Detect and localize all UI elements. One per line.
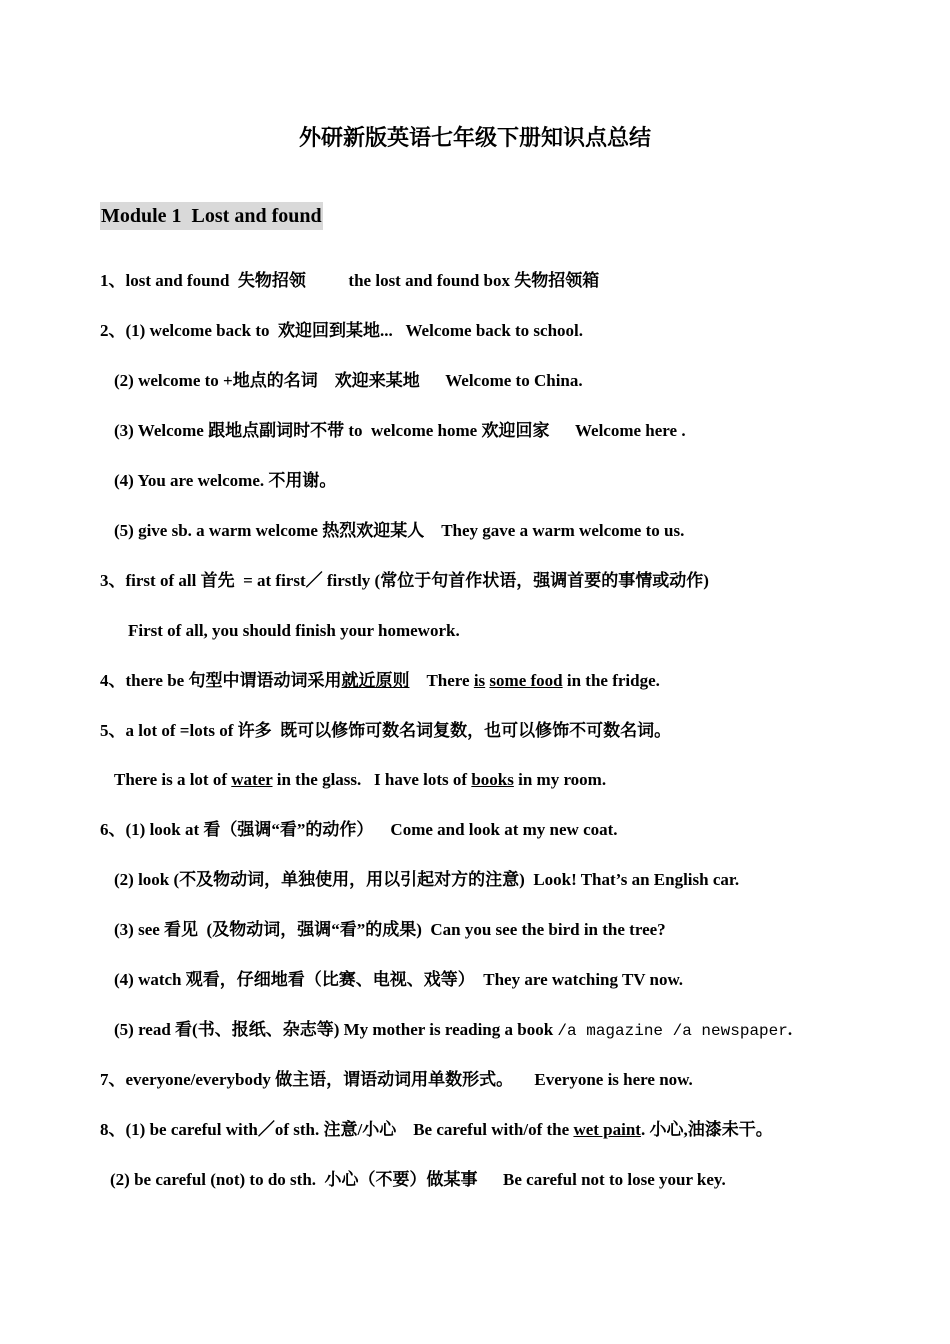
line-text: . 小心,油漆未干。 <box>640 1120 773 1139</box>
note-line <box>114 919 666 941</box>
line-text: There is a lot of <box>114 770 232 789</box>
line-text: (5) give sb. a warm welcome 热烈欢迎某人 They gave a warm welcome to us. <box>114 521 685 540</box>
line-text: in the fridge. <box>562 671 660 690</box>
note-line <box>100 819 618 841</box>
note-line <box>100 670 660 692</box>
note-line <box>100 720 671 742</box>
note-line <box>114 1019 792 1042</box>
underlined-text: some food <box>489 671 563 690</box>
note-line <box>100 320 583 342</box>
note-line <box>128 620 460 642</box>
note-line <box>110 1169 726 1191</box>
underlined-text: 就近原则 <box>341 671 410 690</box>
line-text: (2) be careful (not) to do sth. 小心（不要）做某事 Be careful not to lose your key. <box>110 1170 726 1189</box>
note-line <box>114 420 686 442</box>
line-text: 3、first of all 首先 = at first／ firstly (常位于句首作状语，强调首要的事情或动作) <box>100 571 709 590</box>
note-line <box>100 570 709 592</box>
module-heading: Module 1 Lost and found <box>100 202 323 230</box>
line-text: . <box>787 1020 793 1039</box>
line-text: (2) welcome to +地点的名词 欢迎来某地 Welcome to China. <box>114 371 583 390</box>
line-text: (3) see 看见 (及物动词，强调“看”的成果) Can you see the bird in the tree? <box>114 920 666 939</box>
note-line <box>114 520 684 542</box>
note-line <box>100 1119 773 1141</box>
note-line <box>114 869 739 891</box>
line-text: (4) You are welcome. 不用谢。 <box>114 471 337 490</box>
line-text: 8、(1) be careful with／of sth. 注意/小心 Be careful with/of the <box>100 1120 574 1139</box>
line-text: (2) look (不及物动词，单独使用，用以引起对方的注意) Look! That’s an English car. <box>114 870 740 889</box>
note-line <box>100 270 599 292</box>
line-text: (4) watch 观看，仔细地看（比赛、电视、戏等） They are watching TV now. <box>114 970 684 989</box>
line-text: 1、lost and found 失物招领 the lost and found box 失物招领箱 <box>100 271 600 290</box>
line-text: in the glass. I have lots of <box>272 770 472 789</box>
line-text: First of all, you should finish your homework. <box>128 621 460 640</box>
underlined-text: is <box>473 671 486 690</box>
line-text: 2、(1) welcome back to 欢迎回到某地... Welcome back to school. <box>100 321 584 340</box>
line-text: 6、(1) look at 看（强调“看”的动作） Come and look at my new coat. <box>100 820 618 839</box>
line-text: 4、there be 句型中谓语动词采用 <box>100 671 342 690</box>
note-line <box>114 769 606 791</box>
line-text: (3) Welcome 跟地点副词时不带 to welcome home 欢迎回家 Welcome here . <box>114 421 686 440</box>
underlined-text: wet paint <box>573 1120 641 1139</box>
underlined-text: books <box>471 770 514 789</box>
line-text: in my room. <box>513 770 607 789</box>
document-title: 外研新版英语七年级下册知识点总结 <box>298 125 651 150</box>
note-line <box>114 370 583 392</box>
line-text: 5、a lot of =lots of 许多 既可以修饰可数名词复数，也可以修饰不可数名词。 <box>100 721 672 740</box>
line-text: There <box>409 671 474 690</box>
monospace-text: /a magazine /a newspaper <box>557 1022 788 1040</box>
underlined-text: water <box>231 770 273 789</box>
note-line <box>114 470 336 492</box>
line-text: (5) read 看(书、报纸、杂志等) My mother is reading a book <box>114 1020 558 1039</box>
note-line <box>114 969 683 991</box>
line-text: 7、everyone/everybody 做主语，谓语动词用单数形式。 Everyone is here now. <box>100 1070 693 1089</box>
note-line <box>100 1069 693 1091</box>
